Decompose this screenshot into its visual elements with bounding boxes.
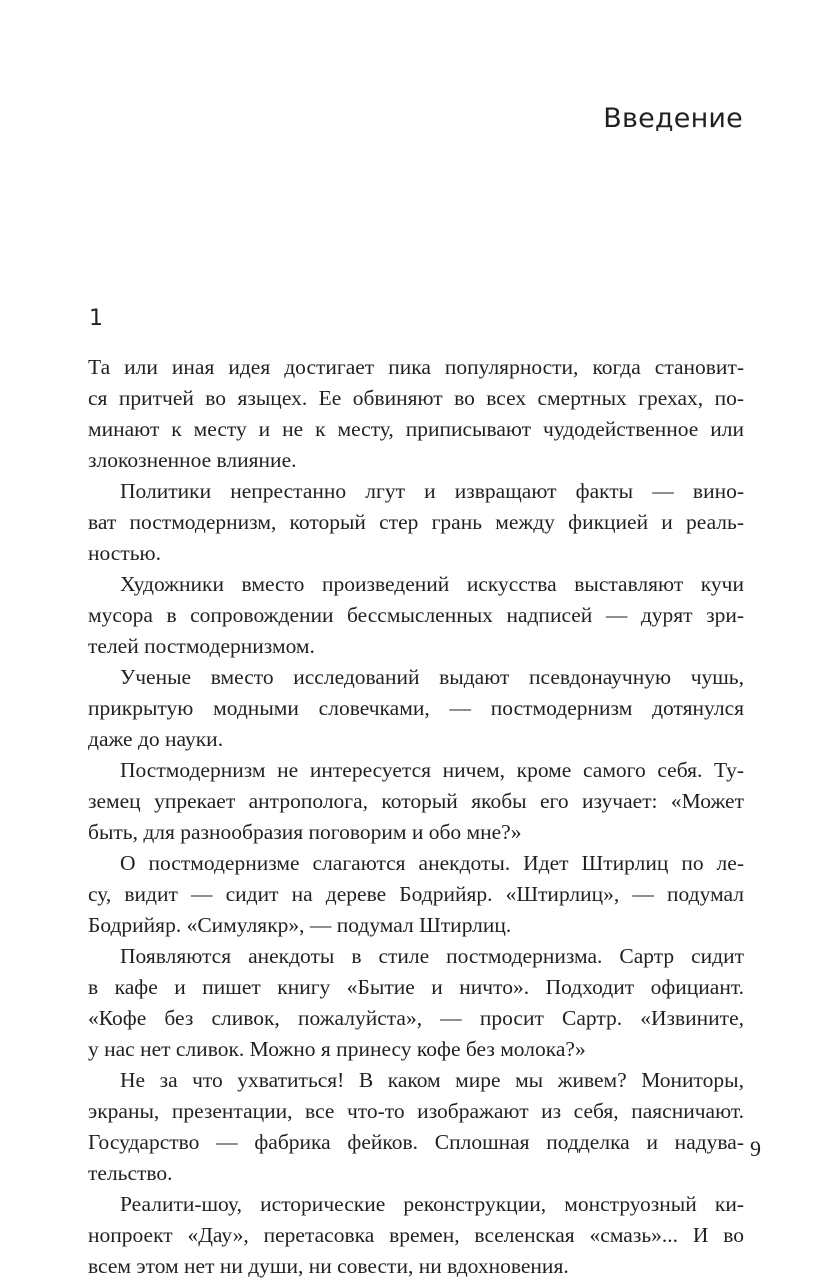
- text-line: «Кофе без сливок, пожалуйста», — просит Сартр. «Извините,: [88, 1006, 744, 1030]
- page-number: 9: [750, 1136, 761, 1161]
- paragraph: [88, 352, 744, 476]
- text-line: мусора в сопровождении бессмысленных надписей — дурят зри-: [88, 603, 744, 627]
- paragraph: [88, 848, 744, 941]
- text-line: ват постмодернизм, который стер грань между фикцией и реаль-: [88, 510, 744, 534]
- text-line: даже до науки.: [88, 727, 224, 751]
- paragraph: [88, 662, 744, 755]
- text-line: у нас нет сливок. Можно я принесу кофе без молока?»: [88, 1037, 586, 1061]
- text-line: экраны, презентации, все что-то изображают из себя, паясничают.: [88, 1099, 744, 1123]
- text-line: Реалити-шоу, исторические реконструкции, монструозный ки-: [120, 1192, 744, 1216]
- text-line: прикрытую модными словечками, — постмодернизм дотянулся: [88, 696, 744, 720]
- text-line: тельство.: [88, 1161, 173, 1185]
- text-line: Та или иная идея достигает пика популярности, когда становит-: [88, 355, 744, 379]
- text-line: земец упрекает антрополога, который якобы его изучает: «Может: [88, 789, 744, 813]
- text-line: ся притчей во языцех. Ее обвиняют во всех смертных грехах, по-: [88, 386, 744, 410]
- body-text: [88, 352, 744, 1282]
- text-line: О постмодернизме слагаются анекдоты. Идет Штирлиц по ле-: [120, 851, 744, 875]
- text-line: Постмодернизм не интересуется ничем, кроме самого себя. Ту-: [120, 758, 744, 782]
- text-line: минают к месту и не к месту, приписывают чудодейственное или: [88, 417, 744, 441]
- text-line: Политики непрестанно лгут и извращают факты — вино-: [120, 479, 744, 503]
- section-number: 1: [89, 306, 103, 331]
- paragraph: [88, 569, 744, 662]
- paragraph: [88, 941, 744, 1065]
- text-line: всем этом нет ни души, ни совести, ни вдохновения.: [88, 1254, 569, 1278]
- text-line: злокозненное влияние.: [88, 448, 297, 472]
- text-line: нопроект «Дау», перетасовка времен, вселенская «смазь»... И во: [88, 1223, 744, 1247]
- text-line: ностью.: [88, 541, 161, 565]
- text-line: Государство — фабрика фейков. Сплошная подделка и надува-: [88, 1130, 744, 1154]
- text-line: Художники вместо произведений искусства выставляют кучи: [120, 572, 744, 596]
- text-line: Не за что ухватиться! В каком мире мы живем? Мониторы,: [120, 1068, 744, 1092]
- text-line: быть, для разнообразия поговорим и обо мне?»: [88, 820, 522, 844]
- text-line: Появляются анекдоты в стиле постмодернизма. Сартр сидит: [120, 944, 744, 968]
- text-line: телей постмодернизмом.: [88, 634, 315, 658]
- paragraph: [88, 1189, 744, 1282]
- chapter-title: Введение: [603, 103, 743, 134]
- text-line: Бодрийяр. «Симулякр», — подумал Штирлиц.: [88, 913, 512, 937]
- text-line: су, видит — сидит на дереве Бодрийяр. «Штирлиц», — подумал: [88, 882, 744, 906]
- paragraph: [88, 1065, 744, 1189]
- text-line: в кафе и пишет книгу «Бытие и ничто». Подходит официант.: [88, 975, 744, 999]
- text-line: Ученые вместо исследований выдают псевдонаучную чушь,: [120, 665, 744, 689]
- paragraph: [88, 476, 744, 569]
- paragraph: [88, 755, 744, 848]
